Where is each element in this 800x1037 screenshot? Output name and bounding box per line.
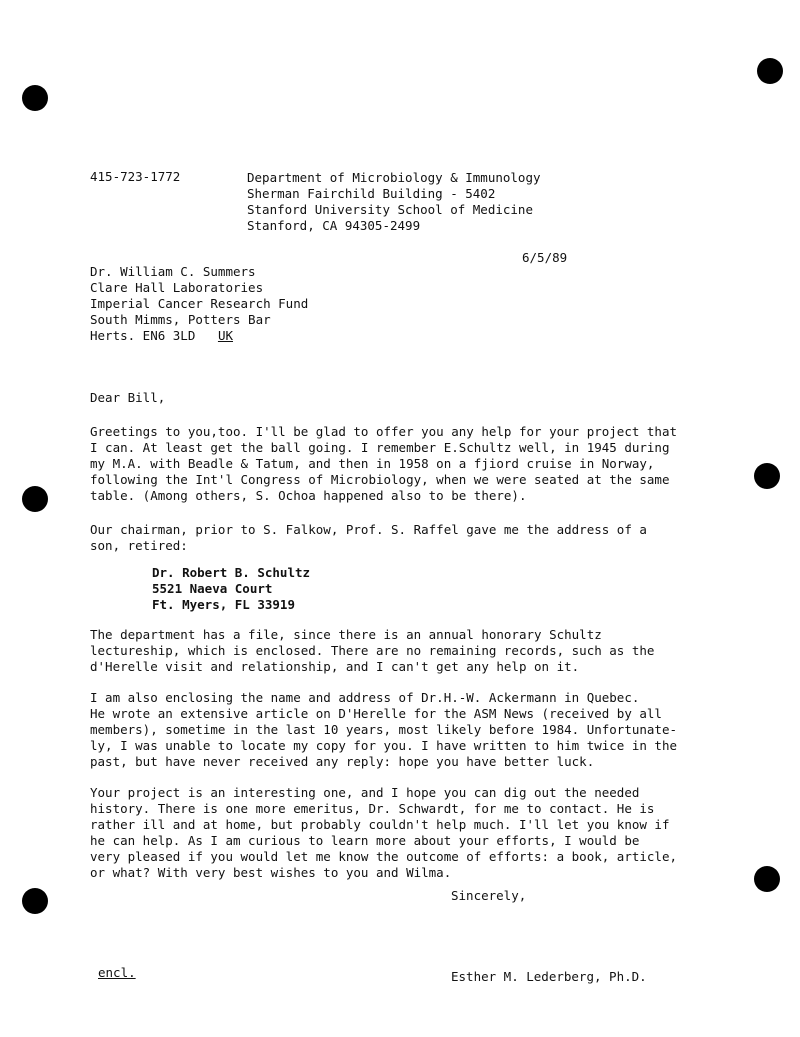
paragraph-line: He wrote an extensive article on D'Herelle for the ASM News (received by all: [90, 706, 662, 721]
sender-address-line: Sherman Fairchild Building - 5402: [247, 186, 496, 201]
punch-hole-bottom-right: [754, 866, 780, 892]
recipient-line: Imperial Cancer Research Fund: [90, 296, 309, 311]
paragraph-line: Greetings to you,too. I'll be glad to offer you any help for your project that: [90, 424, 677, 439]
paragraph-line: d'Herelle visit and relationship, and I can't get any help on it.: [90, 659, 580, 674]
son-address-line: Ft. Myers, FL 33919: [152, 597, 295, 612]
recipient-line: Clare Hall Laboratories: [90, 280, 264, 295]
sender-address: [247, 170, 541, 234]
signature-name: Esther M. Lederberg, Ph.D.: [451, 969, 647, 984]
paragraph-line: very pleased if you would let me know the outcome of efforts: a book, article,: [90, 849, 677, 864]
paragraph-chairman: [90, 522, 647, 554]
recipient-line-last: [90, 328, 308, 344]
paragraph-line: Your project is an interesting one, and I hope you can dig out the needed: [90, 785, 640, 800]
letter-date: 6/5/89: [522, 250, 568, 265]
paragraph-line: history. There is one more emeritus, Dr. Schwardt, for me to contact. He is: [90, 801, 655, 816]
recipient-line: Dr. William C. Summers: [90, 264, 256, 279]
paragraph-line: table. (Among others, S. Ochoa happened also to be there).: [90, 488, 527, 503]
sender-address-line: Department of Microbiology & Immunology: [247, 170, 541, 185]
punch-hole-top-right: [757, 58, 783, 84]
salutation: Dear Bill,: [90, 390, 166, 405]
paragraph-line: Our chairman, prior to S. Falkow, Prof. S. Raffel gave me the address of a: [90, 522, 647, 537]
recipient-address: [90, 264, 308, 344]
paragraph-line: rather ill and at home, but probably couldn't help much. I'll let you know if: [90, 817, 670, 832]
sender-address-line: Stanford, CA 94305-2499: [247, 218, 421, 233]
recipient-country: UK: [217, 328, 233, 343]
phone-number: 415-723-1772: [90, 169, 181, 184]
paragraph-line: following the Int'l Congress of Microbiology, when we were seated at the same: [90, 472, 670, 487]
paragraph-line: he can help. As I am curious to learn more about your efforts, I would be: [90, 833, 640, 848]
paragraph-line: my M.A. with Beadle & Tatum, and then in 1958 on a fjiord cruise in Norway,: [90, 456, 655, 471]
paragraph-line: members), sometime in the last 10 years, most likely before 1984. Unfortunate-: [90, 722, 677, 737]
paragraph-greetings: [90, 424, 677, 504]
recipient-postcode: Herts. EN6 3LD: [90, 328, 196, 343]
punch-hole-top-left: [22, 85, 48, 111]
son-address: [152, 565, 310, 613]
paragraph-line: son, retired:: [90, 538, 188, 553]
paragraph-line: or what? With very best wishes to you and Wilma.: [90, 865, 452, 880]
son-address-line: Dr. Robert B. Schultz: [152, 565, 311, 580]
paragraph-project: [90, 785, 677, 881]
paragraph-line: ly, I was unable to locate my copy for you. I have written to him twice in the: [90, 738, 677, 753]
son-address-line: 5521 Naeva Court: [152, 581, 273, 596]
punch-hole-bottom-left: [22, 888, 48, 914]
punch-hole-middle-right: [754, 463, 780, 489]
paragraph-line: lectureship, which is enclosed. There are no remaining records, such as the: [90, 643, 655, 658]
closing: Sincerely,: [451, 888, 527, 903]
paragraph-line: I can. At least get the ball going. I remember E.Schultz well, in 1945 during: [90, 440, 670, 455]
paragraph-line: I am also enclosing the name and address of Dr.H.-W. Ackermann in Quebec.: [90, 690, 640, 705]
paragraph-line: The department has a file, since there is an annual honorary Schultz: [90, 627, 602, 642]
punch-hole-middle-left: [22, 486, 48, 512]
paragraph-line: past, but have never received any reply: hope you have better luck.: [90, 754, 595, 769]
recipient-line: South Mimms, Potters Bar: [90, 312, 271, 327]
enclosure-note: encl.: [98, 965, 136, 980]
sender-address-line: Stanford University School of Medicine: [247, 202, 533, 217]
paragraph-department: [90, 627, 654, 675]
paragraph-ackermann: [90, 690, 677, 770]
